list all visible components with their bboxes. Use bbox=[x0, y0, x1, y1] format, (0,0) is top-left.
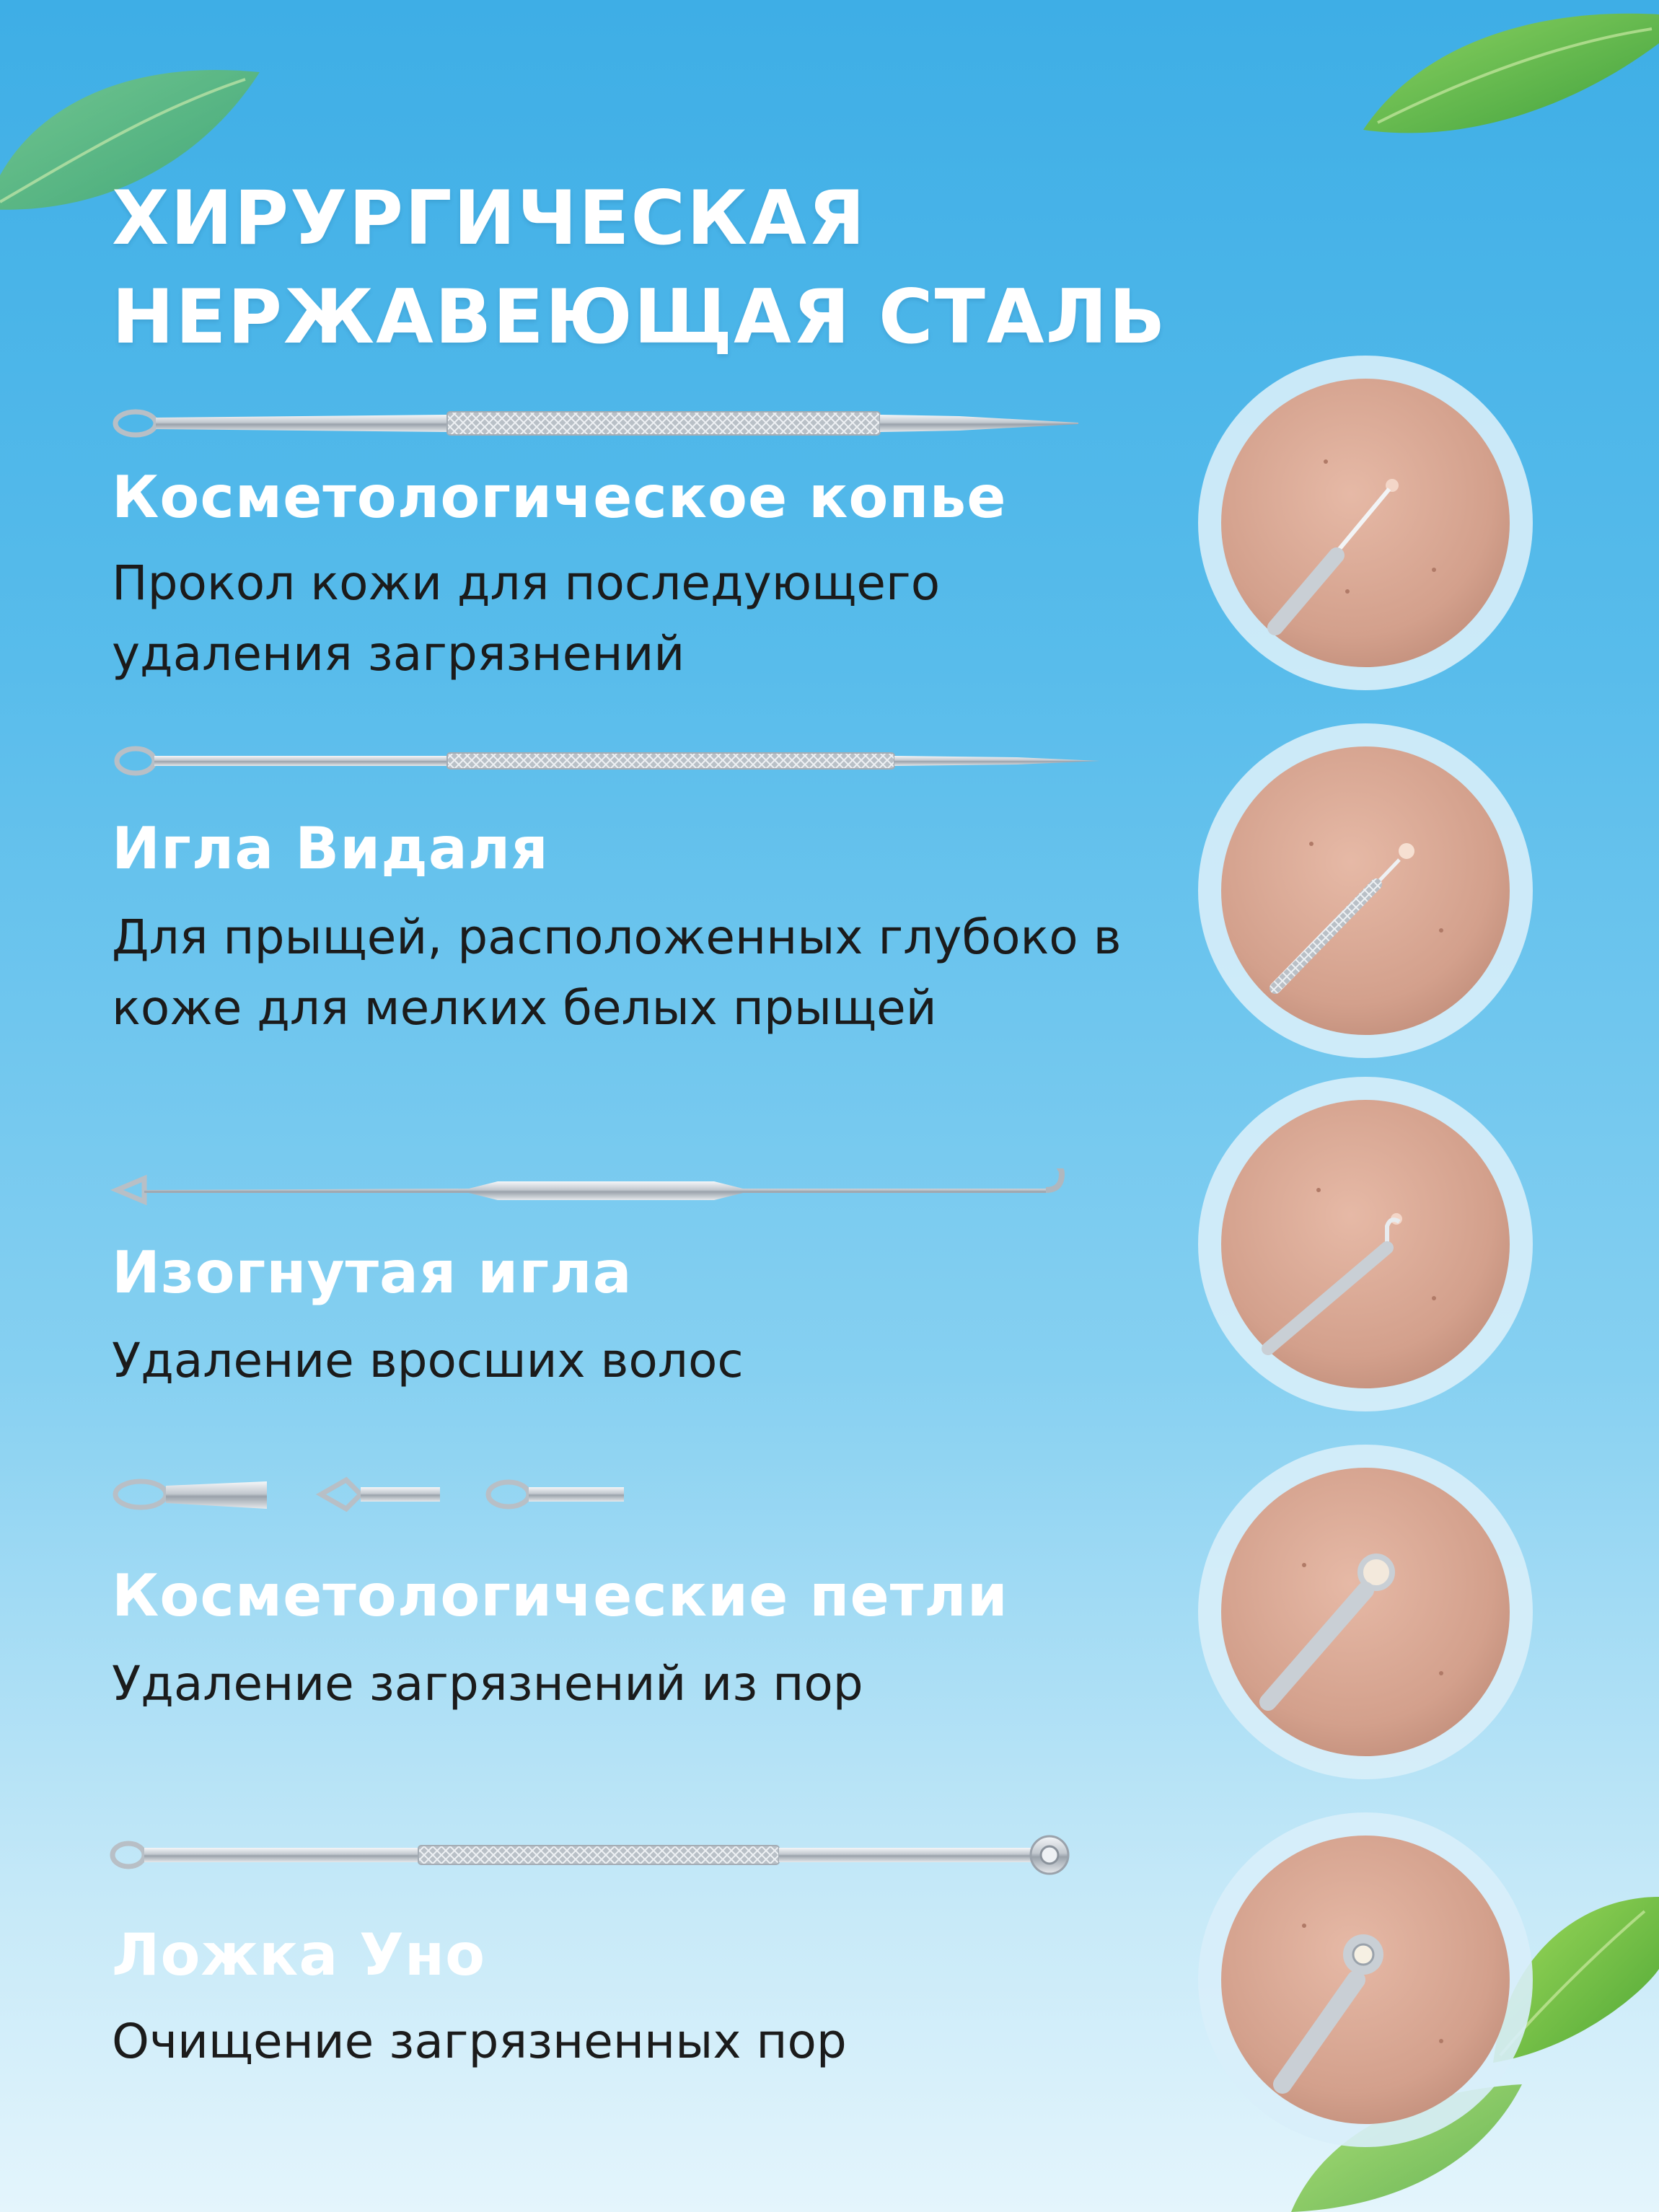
skin-closeup-bent-needle-icon bbox=[1196, 1075, 1535, 1414]
item-name-bent-needle: Изогнутая игла bbox=[112, 1239, 633, 1306]
loop-tools-icon bbox=[108, 1473, 628, 1516]
bent-needle-tool-icon bbox=[108, 1168, 1075, 1219]
lancet-tool-icon bbox=[108, 405, 1082, 441]
skin-closeup-vidal-needle-icon bbox=[1196, 721, 1535, 1060]
item-name-vidal-needle: Игла Видаля bbox=[112, 815, 549, 882]
item-name-uno-spoon: Ложка Уно bbox=[112, 1921, 486, 1988]
skin-closeup-uno-spoon-icon bbox=[1196, 1810, 1535, 2149]
item-description-lancet: Прокол кожи для последующего удаления загрязнений bbox=[112, 555, 941, 682]
item-description-vidal-needle: Для прыщей, расположенных глубоко в коже для мелких белых прыщей bbox=[112, 909, 1122, 1036]
item-description-bent-needle: Удаление вросших волос bbox=[112, 1333, 744, 1388]
green-leaf-icon bbox=[1356, 0, 1659, 144]
skin-closeup-loops-icon bbox=[1196, 1442, 1535, 1781]
item-name-loops: Косметологические петли bbox=[112, 1562, 1008, 1629]
item-description-uno-spoon: Очищение загрязненных пор bbox=[112, 2014, 847, 2069]
uno-spoon-tool-icon bbox=[108, 1833, 1082, 1877]
skin-closeup-lancet-icon bbox=[1196, 353, 1535, 692]
page-title: ХИРУРГИЧЕСКАЯ НЕРЖАВЕЮЩАЯ СТАЛЬ bbox=[112, 175, 1167, 361]
item-description-loops: Удаление загрязнений из пор bbox=[112, 1656, 863, 1711]
item-name-lancet: Косметологическое копье bbox=[112, 464, 1007, 531]
vidal-needle-tool-icon bbox=[108, 743, 1104, 779]
